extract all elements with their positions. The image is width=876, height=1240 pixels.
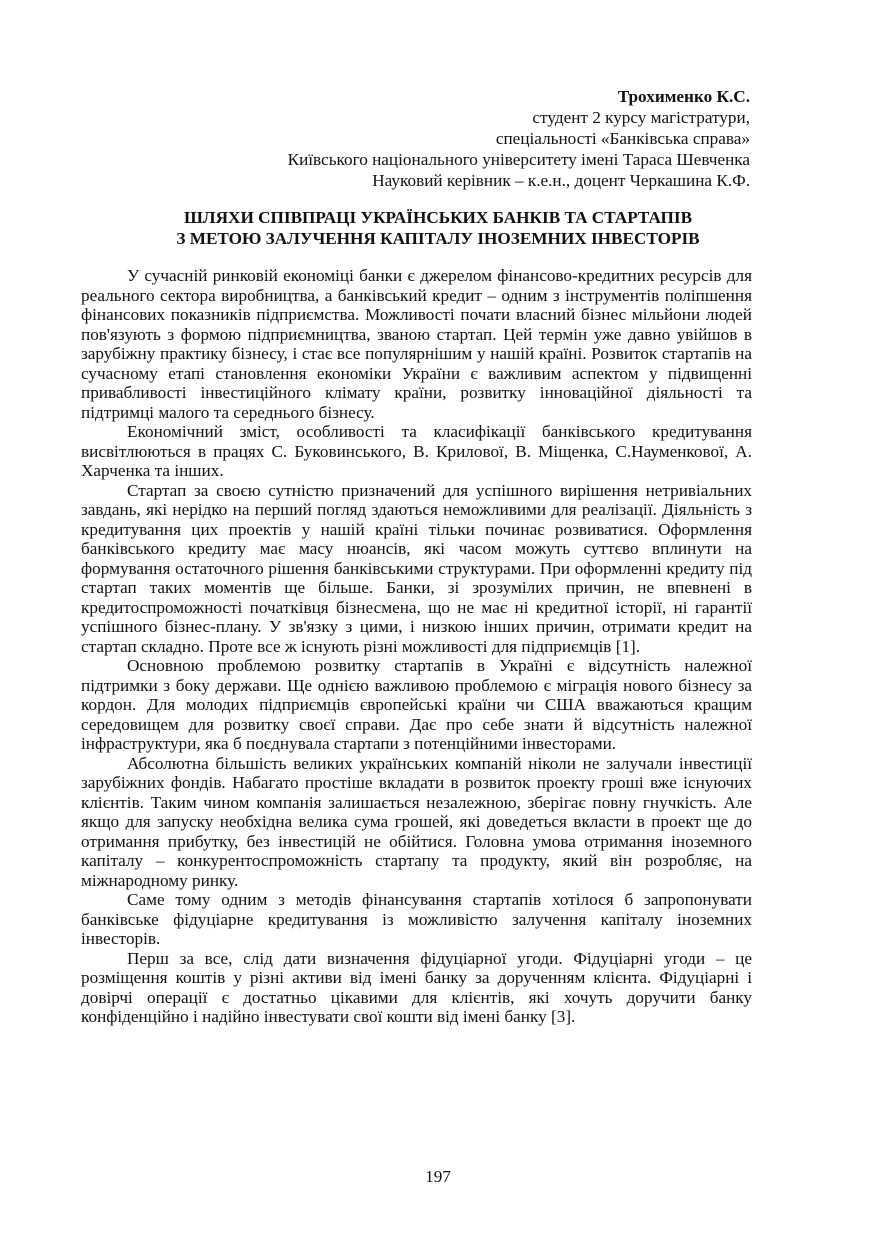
article-title-line: З МЕТОЮ ЗАЛУЧЕННЯ КАПІТАЛУ ІНОЗЕМНИХ ІНВЕСТОРІВ (176, 229, 700, 248)
author-affiliation-line: спеціальності «Банківська справа» (495, 129, 750, 148)
author-block (288, 86, 750, 191)
author-affiliation-line: Київського національного університету імені Тараса Шевченка (287, 150, 750, 169)
body-paragraph: Абсолютна більшість великих українських компаній ніколи не залучали інвестиції зарубіжних фондів. Набагато простіше вкладати в розвиток проекту гроші вже існуючих клієнтів. Таким чином компанія залишається незалежною, зберігає повну гнучкість. Але якщо для запуску необхідна велика сума грошей, які доведеться вкласти в проект ще до отримання прибутку, без інвестицій не обійтися. Головна умова отримання іноземного капіталу – конкурентоспроможність стартапу та продукту, який він розробляє, на міжнародному ринку. (81, 753, 752, 890)
body-paragraph: Саме тому одним з методів фінансування стартапів хотілося б запропонувати банківське фідуціарне кредитування із можливістю залучення капіталу іноземних інвесторів. (81, 890, 752, 948)
article-title (80, 207, 796, 249)
page-number: 197 (425, 1167, 451, 1186)
article-title-line: ШЛЯХИ СПІВПРАЦІ УКРАЇНСЬКИХ БАНКІВ ТА СТАРТАПІВ (183, 208, 693, 227)
scientific-advisor-line: Науковий керівник – к.е.н., доцент Черкашина К.Ф. (372, 171, 750, 190)
author-name: Трохименко К.С. (617, 87, 750, 106)
body-paragraph: Перш за все, слід дати визначення фідуціарної угоди. Фідуціарні угоди – це розміщення коштів у різні активи від імені банку за дорученням клієнта. Фідуціарні і довірчі операції є достатньо цікавими для клієнтів, які хочуть доручити банку конфіденційно і надійно інвестувати свої кошти від імені банку [3]. (81, 948, 752, 1026)
body-paragraph: Економічний зміст, особливості та класифікації банківського кредитування висвітлюються в працях С. Буковинського, В. Крилової, В. Міщенка, С.Науменкової, А. Харченка та інших. (81, 422, 752, 480)
author-affiliation-line: студент 2 курсу магістратури, (532, 108, 750, 127)
body-paragraph: Стартап за своєю сутністю призначений для успішного вирішення нетривіальних завдань, які нерідко на перший погляд здаються неможливими для реалізації. Діяльність з кредитування цих проектів у нашій країні тільки починає розвиватися. Оформлення банківського кредиту має масу нюансів, які часом можуть суттєво вплинути на формування остаточного рішення банківськими структурами. При оформленні кредиту під стартап таких моментів ще більше. Банки, зі зрозумілих причин, не впевнені в кредитоспроможності початківця бізнесмена, що не має ні кредитної історії, ні гарантії успішного бізнес-плану. У зв'язку з цими, і низкою інших причин, отримати кредит на стартап складно. Проте все ж існують різні можливості для підприємців [1]. (81, 480, 752, 656)
article-body (81, 266, 752, 1027)
body-paragraph: Основною проблемою розвитку стартапів в Україні є відсутність належної підтримки з боку держави. Ще однією важливою проблемою є міграція нового бізнесу за кордон. Для молодих підприємців європейські країни чи США вважаються кращим середовищем для розвитку своєї справи. Дає про себе знати й відсутність належної інфраструктури, яка б поєднувала стартапи з потенційними інвесторами. (81, 656, 752, 753)
body-paragraph: У сучасній ринковій економіці банки є джерелом фінансово-кредитних ресурсів для реального сектора виробництва, а банківський кредит – одним з інструментів поліпшення фінансових показників підприємства. Можливості почати власний бізнес мільйони людей пов'язують з формою підприємництва, званою стартап. Цей термін уже давно увійшов в зарубіжну практику бізнесу, і стає все популярнішим у нашій країні. Розвиток стартапів на сучасному етапі становлення економіки України є важливим аспектом у підвищенні привабливості інвестиційного клімату країни, розвитку інноваційної діяльності та підтримці малого та середнього бізнесу. (81, 266, 752, 422)
